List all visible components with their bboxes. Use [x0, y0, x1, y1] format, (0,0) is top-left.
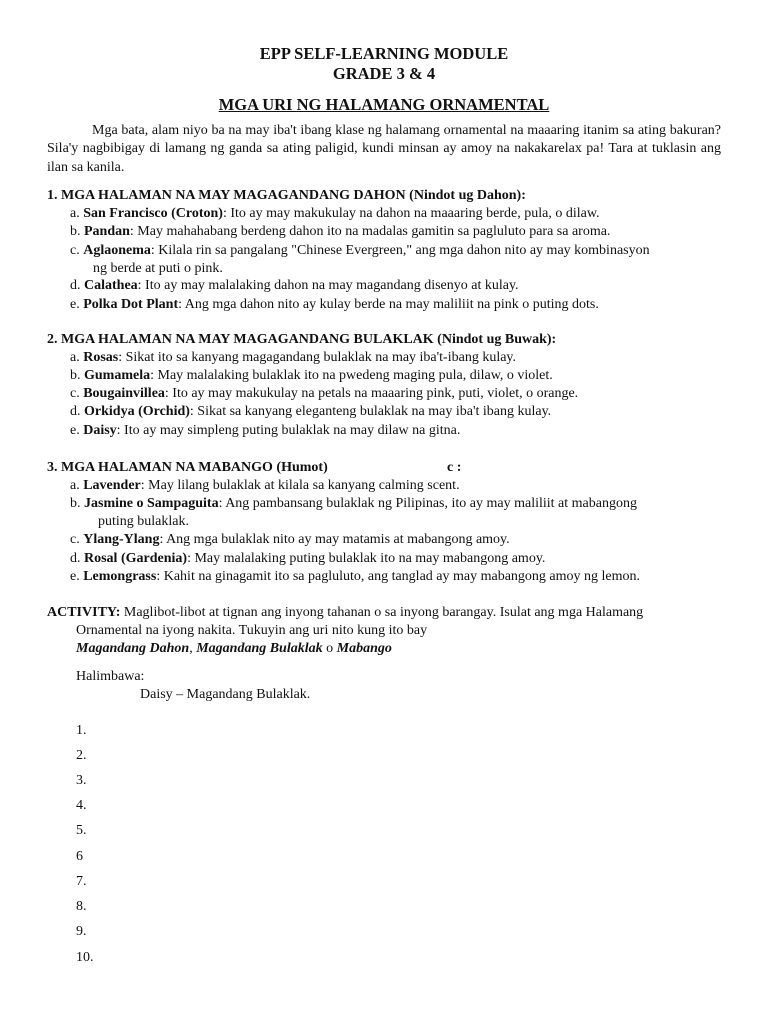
list-item [70, 568, 725, 586]
plant-name: Ylang-Ylang [83, 532, 160, 547]
item-letter: a. [70, 206, 80, 221]
answer-number: 6 [76, 849, 83, 864]
plant-description-continued: puting bulaklak. [98, 514, 189, 529]
plant-name: Daisy [83, 423, 117, 438]
item-letter: e. [70, 297, 80, 312]
plant-description: : Kilala rin sa pangalang "Chinese Evergreen," ang mga dahon nito ay may kombinasyon [150, 243, 650, 258]
answer-number: 1. [76, 723, 87, 738]
answer-number: 3. [76, 773, 87, 788]
stray-text: c : [447, 460, 462, 475]
plant-name: Aglaonema [83, 243, 151, 258]
plant-name: Bougainvillea [83, 386, 165, 401]
list-item [70, 531, 725, 549]
activity-categories [47, 640, 707, 658]
module-title: EPP SELF-LEARNING MODULE [259, 44, 509, 63]
list-item [70, 349, 725, 367]
plant-name: San Francisco (Croton) [83, 206, 223, 221]
plant-description: : May malalaking bulaklak ito na pwedeng maging pula, dilaw, o violet. [150, 368, 553, 383]
category-bulaklak: Magandang Bulaklak [196, 641, 323, 656]
item-letter: d. [70, 278, 81, 293]
item-letter: d. [70, 404, 81, 419]
item-letter: b. [70, 368, 81, 383]
plant-name: Orkidya (Orchid) [84, 404, 190, 419]
list-item [70, 367, 725, 385]
plant-name: Pandan [84, 224, 130, 239]
category-separator: , [189, 641, 197, 656]
example-label: Halimbawa: [76, 669, 145, 684]
plant-name: Gumamela [84, 368, 151, 383]
plant-description: : Ang mga dahon nito ay kulay berde na may maliliit na pink o puting dots. [178, 297, 599, 312]
plant-description: : Ito ay may makukulay na dahon na maaaring berde, pula, o dilaw. [222, 206, 600, 221]
answer-number: 8. [76, 899, 87, 914]
intro-paragraph: Mga bata, alam niyo ba na may iba't ibang klase ng halamang ornamental na maaaring itanim sa ating bakuran? Sila'y nagbibigay di lamang ng ganda sa ating paligid, kundi minsan ay amoy na nakakarelax pa! Tara at tuklasin ang ilan sa kanila. [47, 123, 721, 175]
item-letter: b. [70, 496, 81, 511]
plant-description: : Sikat sa kanyang eleganteng bulaklak na may iba't ibang kulay. [189, 404, 552, 419]
activity-text: Maglibot-libot at tignan ang inyong tahanan o sa inyong barangay. Isulat ang mga Halamang [120, 605, 644, 620]
plant-description: : Kahit na ginagamit ito sa pagluluto, ang tanglad ay may mabangong amoy ng lemon. [156, 569, 641, 584]
item-letter: c. [70, 532, 80, 547]
item-letter: a. [70, 350, 80, 365]
plant-description: : Ito ay may simpleng puting bulaklak na may dilaw na gitna. [116, 423, 461, 438]
activity-instructions [47, 604, 707, 658]
plant-description: : Ang mga bulaklak nito ay may matamis at mabangong amoy. [159, 532, 510, 547]
example-answer: Daisy – Magandang Bulaklak. [140, 687, 311, 702]
list-item [70, 296, 725, 314]
category-dahon: Magandang Dahon [76, 641, 190, 656]
plant-description-continued: ng berde at puti o pink. [93, 261, 223, 276]
plant-name: Rosas [83, 350, 119, 365]
answer-number: 2. [76, 748, 87, 763]
section-1-heading: 1. MGA HALAMAN NA MAY MAGAGANDANG DAHON (Nindot ug Dahon): [47, 188, 526, 203]
answer-number: 4. [76, 798, 87, 813]
list-item [70, 550, 725, 568]
answer-number: 7. [76, 874, 87, 889]
list-item [70, 385, 725, 403]
plant-name: Jasmine o Sampaguita [84, 496, 219, 511]
item-letter: a. [70, 478, 80, 493]
list-item [70, 223, 725, 241]
list-item [70, 205, 725, 223]
section-2-heading: 2. MGA HALAMAN NA MAY MAGAGANDANG BULAKLAK (Nindot ug Buwak): [47, 332, 557, 347]
list-item [70, 422, 725, 440]
plant-description: : May lilang bulaklak at kilala sa kanyang calming scent. [140, 478, 460, 493]
plant-description: : Ito ay may makukulay na petals na maaaring pink, puti, violet, o orange. [164, 386, 579, 401]
plant-description: : Sikat ito sa kanyang magagandang bulaklak na may iba't-ibang kulay. [118, 350, 517, 365]
section-3-heading: 3. MGA HALAMAN NA MABANGO (Humot) [47, 460, 328, 475]
item-letter: e. [70, 569, 80, 584]
list-item [70, 277, 725, 295]
answer-number: 5. [76, 823, 87, 838]
item-letter: c. [70, 243, 80, 258]
plant-name: Lavender [83, 478, 141, 493]
item-letter: c. [70, 386, 80, 401]
item-letter: e. [70, 423, 80, 438]
category-separator: o [322, 641, 337, 656]
item-letter: b. [70, 224, 81, 239]
plant-description: : May mahahabang berdeng dahon ito na madalas gamitin sa pagluluto para sa aroma. [129, 224, 611, 239]
answer-number: 9. [76, 924, 87, 939]
plant-description: : Ito ay may malalaking dahon na may magandang disenyo at kulay. [137, 278, 519, 293]
list-item [70, 495, 725, 531]
grade-level: GRADE 3 & 4 [332, 64, 436, 83]
activity-label: ACTIVITY: [47, 605, 121, 620]
plant-name: Polka Dot Plant [83, 297, 179, 312]
list-item [70, 403, 725, 421]
list-item [70, 242, 725, 278]
plant-name: Lemongrass [83, 569, 157, 584]
list-item [70, 477, 725, 495]
activity-text-continued: Ornamental na iyong nakita. Tukuyin ang uri nito kung ito bay [76, 623, 428, 638]
plant-description: : May malalaking puting bulaklak ito na may mabangong amoy. [187, 551, 546, 566]
item-letter: d. [70, 551, 81, 566]
lesson-title: MGA URI NG HALAMANG ORNAMENTAL [218, 95, 550, 114]
category-mabango: Mabango [336, 641, 392, 656]
plant-name: Rosal (Gardenia) [84, 551, 188, 566]
plant-name: Calathea [84, 278, 138, 293]
answer-number: 10. [76, 950, 94, 965]
plant-description: : Ang pambansang bulaklak ng Pilipinas, ito ay may maliliit at mabangong [218, 496, 637, 511]
